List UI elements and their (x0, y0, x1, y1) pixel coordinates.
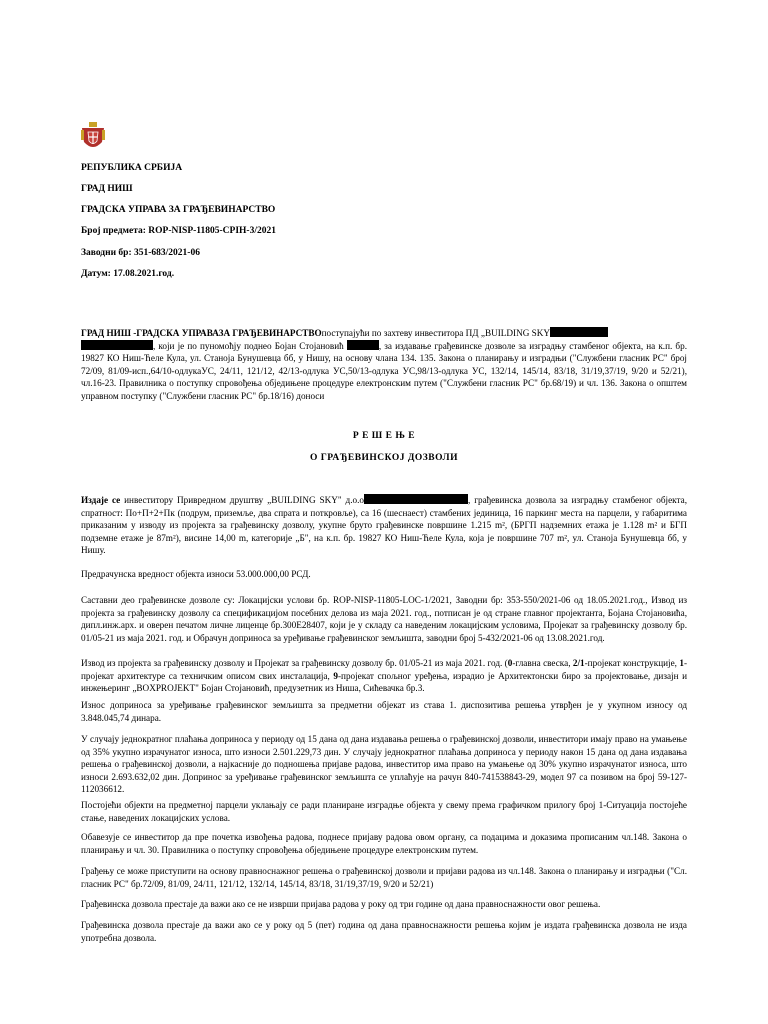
paragraph-7: Постојећи објекти на предметној парцели уклањају се ради планиране изградње објекта у свему према графичком прилогу број 1-Ситуација постојеће стање, наведених локацијских услова. (81, 800, 687, 823)
redaction (81, 340, 153, 350)
paragraph-1: Издаје се инвеститору Привредном друштву „BUILDING SKY" д.о.о , грађевинска дозвола за изградњу стамбеног објекта, спратност: По+П+2+Пк (подрум, приземље, два спрата и поткровље), са 16 (шеснаест) стамбених јединица, 16 паркинг места на парцели, у габаритима приказаним у изводу из пројекта за грађевинску дозволу, укупне бруто грађевинске површине 1.215 m², (БРГП надземних етажа је 1.128 m² и БГП подземне етаже је 87m²), висине 14,00 m, категорије „Б", на к.п. бр. 19827 КО Ниш-Ћеле Кула, која је површине 707 m², ул. Станоја Бунушевца бб, у Нишу. (81, 495, 687, 555)
paragraph-8: Обавезује се инвеститор да пре почетка извођења радова, поднесе пријаву радова овом органу, са подацима и доказима прописаним чл.148. Закона о планирању и чл. 30. Правилника о поступку спровођења обједињене процедуре електронским путем. (81, 832, 687, 855)
paragraph-4: Извод из пројекта за грађевинску дозволу и Пројекат за грађевинску дозволу бр. 01/05-21 из маја 2021. год. (0-главна свеска, 2/1-пројекат конструкције, 1-пројекат архитектуре са техничким описом свих инсталација, 9-пројекат спољног уређења, израдио је Архитектонски биро за пројектовање, дизајн и инжењеринг „BOXPROJEKT" Бојан Стојановић, предузетник из Ниша, Сићевачка бр.3. (81, 658, 687, 693)
decision-subtitle: О ГРАЂЕВИНСКОЈ ДОЗВОЛИ (310, 453, 458, 463)
decision-title: Р Е Ш Е Њ Е (352, 431, 416, 441)
case-number: Број предмета: ROP-NISP-11805-CPIH-3/2021 (81, 226, 276, 236)
header-city: ГРАД НИШ (81, 184, 133, 194)
paragraph-10: Грађевинска дозвола престаје да важи ако се не изврши пријава радова у року од три године од дана правноснажности овог решења. (81, 899, 601, 909)
intro-lead: ГРАД НИШ -ГРАДСКА УПРАВАЗА ГРАЂЕВИНАРСТВО (81, 328, 322, 338)
header-office: ГРАДСКА УПРАВА ЗА ГРАЂЕВИНАРСТВО (81, 205, 276, 215)
paragraph-5: Износ доприноса за уређивање грађевинског земљишта за предметни објекат из става 1. диспозитива решења утврђен је у укупном износу од 3.848.045,74 динара. (81, 700, 687, 723)
redaction (364, 494, 468, 504)
redaction (347, 340, 379, 350)
paragraph-11: Грађевинска дозвола престаје да важи ако се у року од 5 (пет) година од дана правноснажности решења којим је издата грађевинска дозвола не изда употребна дозвола. (81, 920, 687, 943)
paragraph-3: Саставни део грађевинске дозволе су: Локацијски услови бр. ROP-NISP-11805-LOC-1/2021, Заводни бр: 353-550/2021-06 од 18.05.2021.год., Извод из пројекта за грађевинску дозволу са спецификацијом посебних делова из маја 2021. год., потписан је од стране главног пројектанта, Бојана Стојановића, дипл.инж.арх. и оверен печатом личне лиценце бр.300Е28407, који је у складу са наведеним локацијским условима, Пројекат за грађевинску дозволу бр. 01/05-21 из маја 2021. год. и Обрачун доприноса за уређивање грађевинског земљишта, заводни број 5-432/2021-06 од 13.08.2021.год. (81, 595, 687, 643)
paragraph-9: Грађењу се може приступити на основу правноснажног решења о грађевинској дозволи и пријави радова из чл.148. Закона о планирању и изградњи ("Сл. гласник РС" бр.72/09, 81/09, 24/11, 121/12, 132/14, 145/14, 83/18, 31/19,37/19, 9/20 и 52/21) (81, 866, 687, 889)
registry-number: Заводни бр: 351-683/2021-06 (81, 248, 200, 258)
header-republic: РЕПУБЛИКА СРБИЈА (81, 163, 183, 173)
coat-of-arms-icon (80, 122, 106, 152)
paragraph-6: У случају једнократног плаћања доприноса у периоду од 15 дана од дана издавања решења о грађевинској дозволи, инвеститори имају право на умањење од 35% укупно израчунатог износа, што износи 2.501.229,73 дин. У случају једнократног плаћања доприноса у периоду након 15 дана од дана издавања решења о грађевинској дозволи, а најкасније до подношења пријаве радова, инвеститор има право на умањење од 30% укупно израчунатог износа, што износи 2.693.632,02 дин. Допринос за уређивање грађевинског земљишта се уплаћује на рачун 840-741538843-29, модел 97 са позивом на број 59-127-112036612. (81, 734, 687, 794)
intro-paragraph: ГРАД НИШ -ГРАДСКА УПРАВАЗА ГРАЂЕВИНАРСТВОпоступајући по захтеву инвеститора ПД „BUILDING SKY , који је по пуномоћју поднео Бојан Стојановић , за издавање грађевинске дозволе за изградњу стамбеног објекта, на к.п. бр. 19827 КО Ниш-Ћеле Кула, ул. Станоја Бунушевца бб, у Нишу, на основу члана 134. 135. Закона о планирању и изградњи ("Службени гласник РС" број 72/09, 81/09-исп.,64/10-одлукаУС, 24/11, 121/12, 42/13-одлука УС,50/13-одлука УС,98/13-одлука УС, 132/14, 145/14, 83/18, 31/19,37/19, 9/20 и 52/21), чл.16-23. Правилника о поступку спровођења обједињене процедуре електронским путем ("Службени гласник РС" бр.68/19) и чл. 136. Закона о општем управном поступку ("Службени гласник РС" бр.18/16) доноси (81, 328, 687, 401)
redaction (550, 327, 608, 337)
document-date: Датум: 17.08.2021.год. (81, 269, 175, 279)
paragraph-2: Предрачунска вредност објекта износи 53.000.000,00 РСД. (81, 569, 311, 579)
